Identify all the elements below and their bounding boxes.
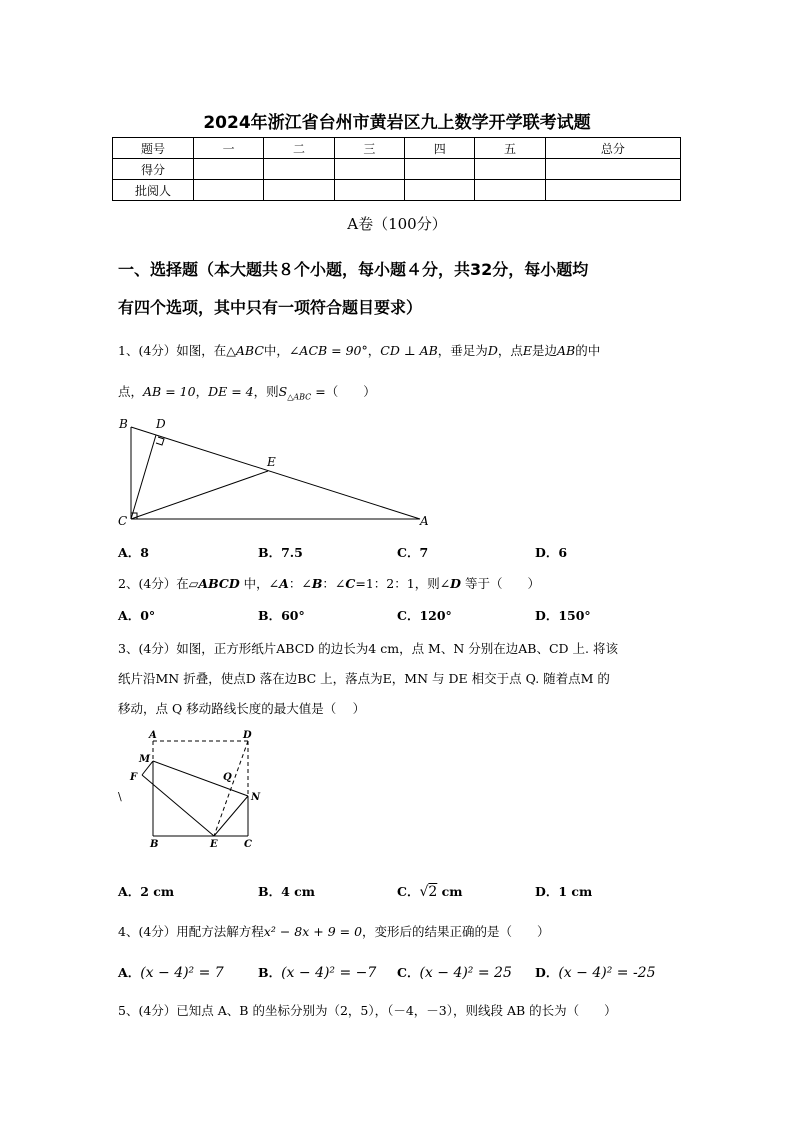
- score-cell: [545, 180, 680, 201]
- q1-altitude-cd: [131, 435, 156, 519]
- q1-median-ce: [131, 471, 268, 519]
- q3-label-e: E: [210, 839, 218, 850]
- q2-option-c[interactable]: C．120°: [397, 608, 452, 623]
- section1-heading-line2: 有四个选项，其中只有一项符合题目要求）: [118, 298, 423, 317]
- score-cell: [194, 180, 264, 201]
- q3-label-q: Q: [223, 772, 232, 783]
- q4-option-c[interactable]: C．(x − 4)² = 25: [397, 965, 512, 981]
- score-cell: [545, 159, 680, 180]
- q4-text: 4、(4分）用配方法解方程x² − 8x + 9 = 0，变形后的结果正确的是（ ）: [118, 924, 550, 939]
- q1-label-b: B: [119, 417, 128, 431]
- score-cell: [405, 180, 475, 201]
- section1-heading-line1: 一、选择题（本大题共８个小题，每小题４分，共32分，每小题均: [118, 260, 589, 279]
- q2-option-d[interactable]: D．150°: [535, 608, 591, 623]
- score-cell: [475, 180, 545, 201]
- score-header-cell: 总分: [545, 138, 680, 159]
- q3-label-c: C: [244, 839, 252, 850]
- q1-option-a[interactable]: A．8: [118, 545, 149, 560]
- q3-segment-en: [214, 796, 248, 836]
- q3-label-f: F: [130, 772, 138, 783]
- score-header-cell: 三: [334, 138, 404, 159]
- q3-line3: 移动，点 Q 移动路线长度的最大值是（ ）: [118, 701, 366, 716]
- q1-label-c: C: [118, 514, 128, 528]
- q5-text: 5、(4分）已知点 A、B 的坐标分别为（2，5），（－4，－3），则线段 AB 的长为（ ）: [118, 1003, 617, 1018]
- q4-option-b[interactable]: B．(x − 4)² = −7: [258, 965, 377, 981]
- score-cell: [334, 159, 404, 180]
- score-header-cell: 五: [475, 138, 545, 159]
- q3-label-b: B: [150, 839, 159, 850]
- q3-line2: 纸片沿MN 折叠，使点D 落在边BC 上，落点为E，MN 与 DE 相交于点 Q. 随着点M 的: [118, 671, 610, 686]
- score-cell: [334, 180, 404, 201]
- q3-label-m: M: [139, 754, 151, 765]
- score-row-label: 得分: [113, 159, 194, 180]
- q1-line2: 点，AB = 10，DE = 4，则$S_{\triangle ABC}$ =（ ）: [118, 384, 376, 402]
- q3-option-c[interactable]: C．√2 cm: [397, 884, 463, 900]
- q3-option-d[interactable]: D．1 cm: [535, 884, 593, 899]
- q1-label-e: E: [267, 455, 276, 469]
- q3-option-b[interactable]: B．4 cm: [258, 884, 315, 899]
- score-header-cell: 四: [405, 138, 475, 159]
- q1-option-c[interactable]: C．7: [397, 545, 429, 560]
- score-header-cell: 二: [264, 138, 334, 159]
- q3-square-figure: [112, 728, 272, 853]
- q3-option-a[interactable]: A．2 cm: [118, 884, 175, 899]
- q3-label-n: N: [251, 792, 261, 803]
- score-cell: [475, 159, 545, 180]
- q1-triangle-figure: [112, 412, 442, 532]
- q1-label-d: D: [156, 417, 166, 431]
- score-row-label: 批阅人: [113, 180, 194, 201]
- score-cell: [264, 159, 334, 180]
- q3-stray-mark: \: [118, 790, 122, 803]
- score-cell: [405, 159, 475, 180]
- q4-option-a[interactable]: A．(x − 4)² = 7: [118, 965, 224, 981]
- score-header-cell: 一: [194, 138, 264, 159]
- q3-fold-mn: [153, 761, 248, 796]
- q3-line1: 3、(4分）如图，正方形纸片ABCD 的边长为4 cm，点 M、N 分别在边AB、CD 上. 将该: [118, 641, 618, 656]
- q3-label-d: D: [243, 730, 252, 741]
- exam-title: 2024年浙江省台州市黄岩区九上数学开学联考试题: [203, 113, 591, 133]
- score-table-row: [113, 180, 681, 201]
- score-table-row: [113, 159, 681, 180]
- q1-label-a: A: [420, 514, 429, 528]
- score-table: [112, 137, 681, 201]
- q1-line1: 1、(4分）如图，在△ABC中，∠ACB = 90°，CD ⊥ AB，垂足为D，点E是边AB的中: [118, 343, 601, 358]
- q4-option-d[interactable]: D．(x − 4)² = -25: [535, 965, 656, 981]
- q1-option-d[interactable]: D．6: [535, 545, 568, 560]
- q3-segment-de-dashed: [214, 741, 248, 836]
- q2-option-a[interactable]: A．0°: [118, 608, 156, 623]
- q1-right-angle-d: [156, 437, 164, 445]
- q1-option-b[interactable]: B．7.5: [258, 545, 303, 560]
- score-cell: [194, 159, 264, 180]
- q2-option-b[interactable]: B．60°: [258, 608, 305, 623]
- score-table-header-row: [113, 138, 681, 159]
- score-cell: [264, 180, 334, 201]
- q2-text: 2、(4分）在▱ABCD 中，∠A：∠B：∠C=1：2：1，则∠D 等于（ ）: [118, 576, 540, 591]
- score-header-cell: 题号: [113, 138, 194, 159]
- section-a-title: A卷（100分）: [347, 215, 447, 233]
- q1-side-ab: [131, 427, 420, 519]
- q3-label-a: A: [149, 730, 157, 741]
